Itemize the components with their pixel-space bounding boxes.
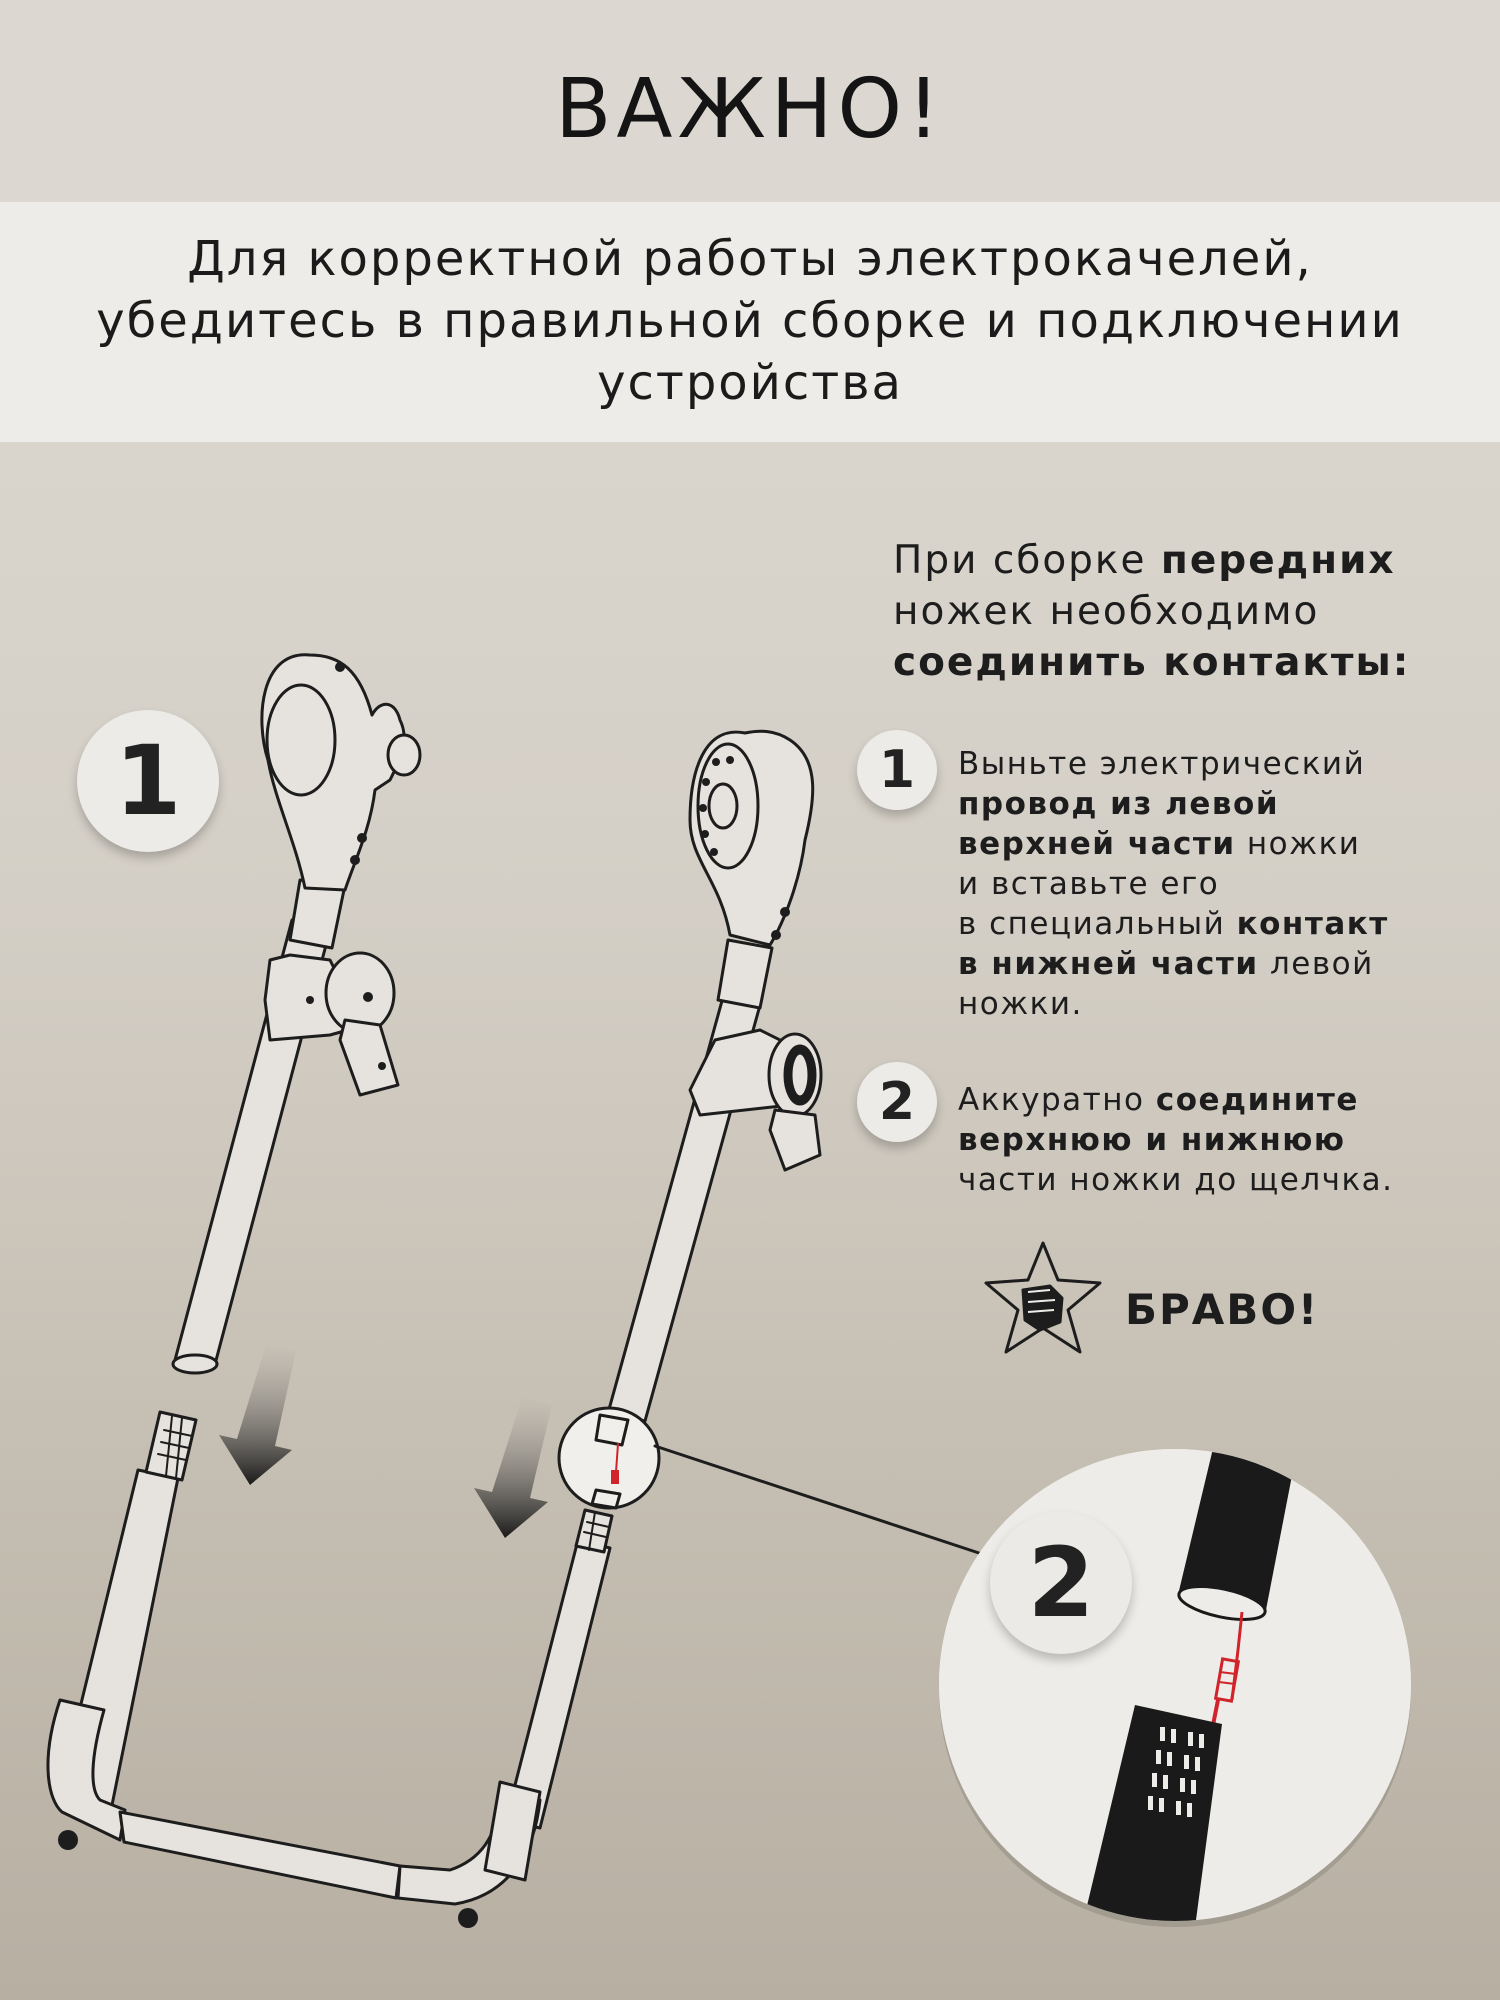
step-1-line-1: Выньте электрический [958,746,1366,782]
subtitle-line-1: Для корректной работы электрокачелей, [187,231,1313,287]
page-title: ВАЖНО! [555,62,945,157]
step-1-line-4: и вставьте его [958,866,1220,902]
step-2-line-1-bold: соедините [1155,1082,1359,1118]
zoom-badge-2: 2 [990,1512,1132,1654]
illustration-badge-1: 1 [77,710,219,852]
step-2-line-1: Аккуратно [958,1082,1156,1118]
intro-bold-1: передних [1160,538,1396,583]
intro-text-1: При сборке [893,538,1161,583]
intro-line-2: ножек необходимо [893,589,1320,634]
step-2-line-3: части ножки до щелчка. [958,1162,1394,1198]
intro-line-3: соединить контакты: [893,640,1411,685]
step-1-line-3-bold: верхней части [958,826,1236,862]
step-1-line-6-bold: в нижней части [958,946,1259,982]
step-2-badge: 2 [857,1062,937,1142]
fist-star-icon [986,1243,1100,1352]
intro-text [893,535,1473,688]
step-1-line-5: в специальный [958,906,1237,942]
intro-line-1 [893,538,1396,583]
step-1-line-2: провод из левой [958,786,1280,822]
step-2-text [958,1080,1478,1200]
zoom-detail [939,1440,1411,1935]
subtitle-line-2: убедитесь в правильной сборке и подключении [96,293,1404,349]
right-upper-leg [608,731,821,1421]
step-2-line-2: верхнюю и нижнюю [958,1122,1346,1158]
step-1-line-5-bold: контакт [1236,906,1389,942]
step-1-text [958,744,1478,1024]
step-1-line-6: левой [1258,946,1374,982]
subtitle-line-3: устройства [597,355,903,411]
step-1-badge: 1 [857,730,937,810]
bravo-label: БРАВО! [1125,1285,1320,1334]
step-1-line-3: ножки [1235,826,1361,862]
step-1-line-7: ножки. [958,986,1083,1022]
